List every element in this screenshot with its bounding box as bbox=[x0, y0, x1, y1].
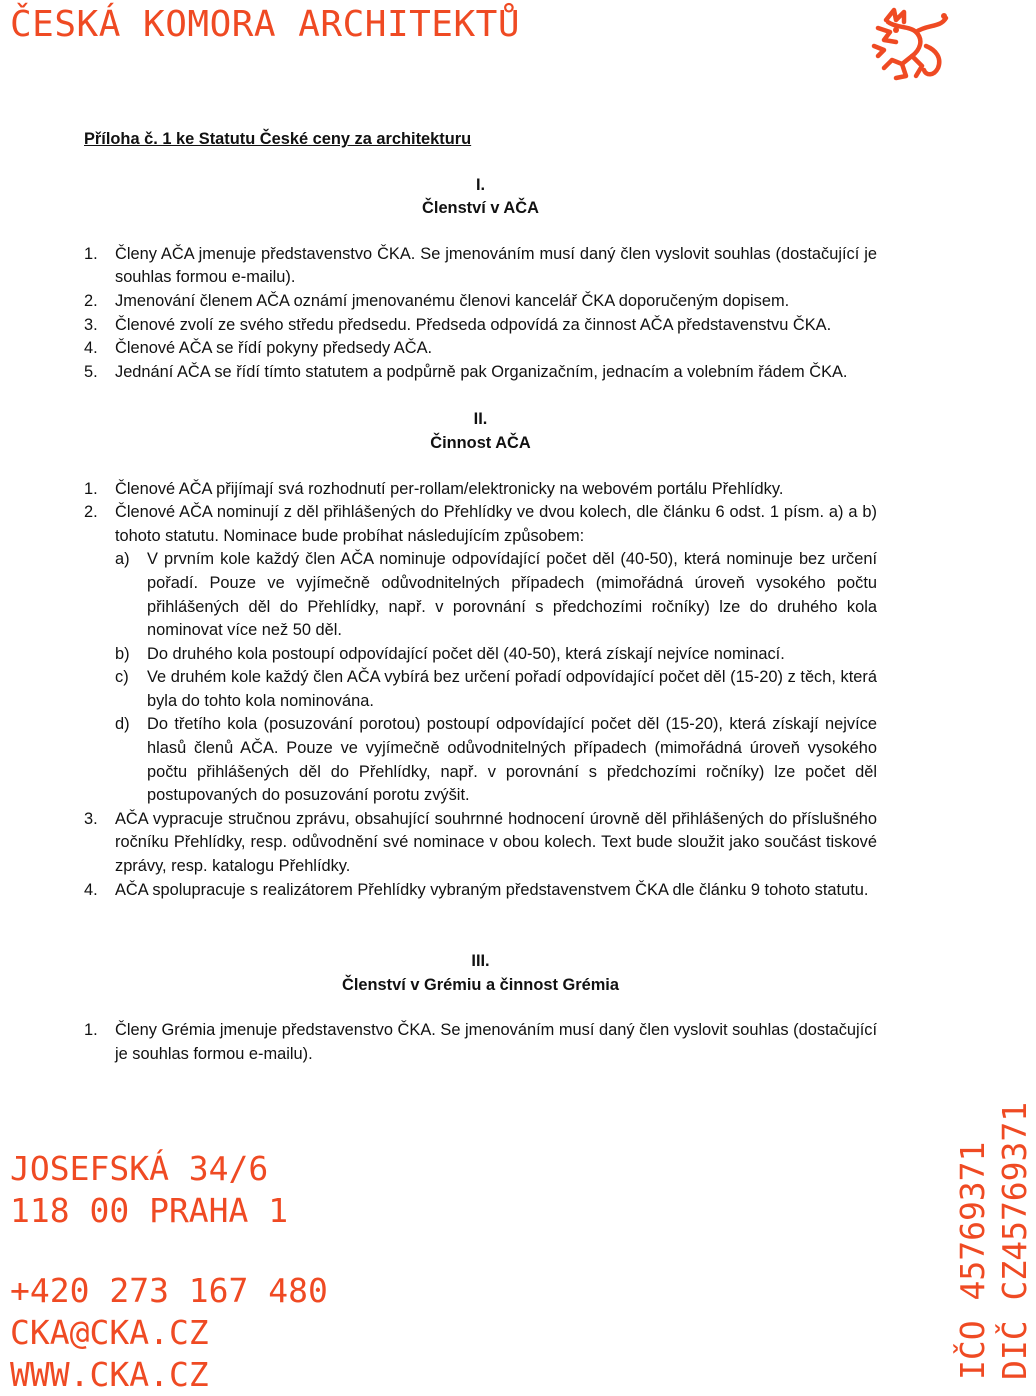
list-item bbox=[84, 290, 877, 314]
section-3-title: Členství v Grémiu a činnost Grémia bbox=[342, 975, 619, 994]
ico-number: IČO 45769371 bbox=[953, 1141, 992, 1380]
item-text: Členy Grémia jmenuje představenstvo ČKA. Se jmenováním musí daný člen vyslovit souhlas (dostačující je souhlas formou e-mailu). bbox=[115, 1021, 877, 1063]
section-3-roman: III. bbox=[471, 952, 490, 971]
item-text: AČA vypracuje stručnou zprávu, obsahující souhrnné hodnocení úrovně děl přihlášených do příslušného ročníku Přehlídky, resp. odůvodnění své nominace v obou kolech. Text bude sloužit jako součást tiskové zprávy, resp. katalogu Přehlídky. bbox=[115, 809, 877, 876]
document-body bbox=[84, 128, 877, 1067]
item-text: Členy AČA jmenuje představenstvo ČKA. Se jmenováním musí daný člen vyslovit souhlas (dostačující je souhlas formou e-mailu). bbox=[115, 244, 877, 287]
dic-number: DIČ CZ45769371 bbox=[995, 1101, 1034, 1380]
email-address: CKA@CKA.CZ bbox=[10, 1313, 209, 1352]
item-text: AČA spolupracuje s realizátorem Přehlídky vybraným představenstvem ČKA dle článku 9 tohoto statutu. bbox=[115, 880, 869, 899]
item-number: 3. bbox=[84, 809, 98, 828]
section-3-list bbox=[84, 1019, 877, 1066]
address-city: 118 00 PRAHA 1 bbox=[10, 1191, 289, 1230]
item-number: 1. bbox=[84, 1021, 98, 1040]
section-1-list bbox=[84, 243, 877, 385]
list-item bbox=[84, 478, 877, 502]
section-1-title: Členství v AČA bbox=[422, 199, 539, 218]
footer-contact bbox=[10, 1270, 328, 1396]
sub-item-text: Do třetího kola (posuzování porotou) postoupí odpovídající počet děl (15-20), která získají nejvíce hlasů členů AČA. Pouze ve vyjímečně odůvodnitelných případech (mimořádná úroveň vysokého počtu přihlášených děl do Přehlídky, např. v porovnání s předchozími ročníky) lze počet děl postupovaných do posuzování porotu zvýšit. bbox=[147, 715, 877, 805]
sub-item-text: Ve druhém kole každý člen AČA vybírá bez určení pořadí odpovídající počet děl (15-20) z těch, která byla do tohto kola nominována. bbox=[147, 668, 877, 710]
sub-item-letter: a) bbox=[115, 550, 130, 569]
sub-item-letter: b) bbox=[115, 644, 130, 663]
item-number: 1. bbox=[84, 244, 98, 263]
heraldic-lion-icon bbox=[866, 6, 952, 82]
sub-item-text: V prvním kole každý člen AČA nominuje odpovídající počet děl (40-50), která nominuje bez určení pořadí. Pouze ve vyjímečně odůvodnitelných případech (mimořádná úroveň vysokého počtu přihlášených děl do Přehlídky, např. v porovnání s předchozími ročníky) lze do druhého kola nominovat více než 50 děl. bbox=[147, 550, 877, 640]
list-item bbox=[84, 1019, 877, 1066]
item-text: Členové AČA se řídí pokyny předsedy AČA. bbox=[115, 339, 433, 358]
address-street: JOSEFSKÁ 34/6 bbox=[10, 1149, 269, 1188]
item-number: 5. bbox=[84, 362, 98, 381]
sub-list-item bbox=[115, 643, 877, 667]
section-1-roman: I. bbox=[475, 175, 486, 194]
list-item bbox=[84, 361, 877, 385]
section-2-title: Činnost AČA bbox=[430, 433, 531, 452]
list-item bbox=[84, 337, 877, 361]
sub-item-letter: d) bbox=[115, 715, 130, 734]
section-2-roman: II. bbox=[473, 410, 488, 429]
brand-title: ČESKÁ KOMORA ARCHITEKTŮ bbox=[10, 4, 520, 45]
sub-list-item bbox=[115, 713, 877, 807]
item-text: Členové AČA přijímají svá rozhodnutí per-rollam/elektronicky na webovém portálu Přehlídky. bbox=[115, 479, 784, 498]
item-text: Jednání AČA se řídí tímto statutem a podpůrně pak Organizačním, jednacím a volebním řádem ČKA. bbox=[115, 362, 848, 381]
sub-list-item bbox=[115, 666, 877, 713]
item-number: 2. bbox=[84, 503, 98, 522]
footer-address bbox=[10, 1148, 288, 1232]
item-number: 3. bbox=[84, 315, 98, 334]
list-item bbox=[84, 314, 877, 338]
website-url: WWW.CKA.CZ bbox=[10, 1355, 209, 1394]
item-text: Jmenování členem AČA oznámí jmenovanému členovi kancelář ČKA doporučeným dopisem. bbox=[115, 291, 790, 310]
company-ids bbox=[952, 1102, 1036, 1380]
item-number: 4. bbox=[84, 880, 98, 899]
item-number: 1. bbox=[84, 479, 98, 498]
phone-number: +420 273 167 480 bbox=[10, 1271, 328, 1310]
item-number: 4. bbox=[84, 339, 98, 358]
attachment-title: Příloha č. 1 ke Statutu České ceny za architekturu bbox=[84, 130, 472, 148]
section-2-list bbox=[84, 478, 877, 903]
item-number: 2. bbox=[84, 291, 98, 310]
item-text: Členové AČA nominují z děl přihlášených do Přehlídky ve dvou kolech, dle článku 6 odst. 1 písm. a) a b) tohoto statutu. Nominace bude probíhat následujícím způsobem: bbox=[115, 503, 877, 545]
list-item bbox=[84, 879, 877, 903]
list-item bbox=[84, 808, 877, 879]
sub-item-text: Do druhého kola postoupí odpovídající počet děl (40-50), která získají nejvíce nominací. bbox=[147, 644, 785, 663]
item-text: Členové zvolí ze svého středu předsedu. Předseda odpovídá za činnost AČA představenstvu ČKA. bbox=[115, 315, 832, 334]
list-item bbox=[84, 243, 877, 290]
sub-list-item bbox=[115, 548, 877, 642]
list-item bbox=[84, 501, 877, 548]
sub-item-letter: c) bbox=[115, 668, 129, 687]
